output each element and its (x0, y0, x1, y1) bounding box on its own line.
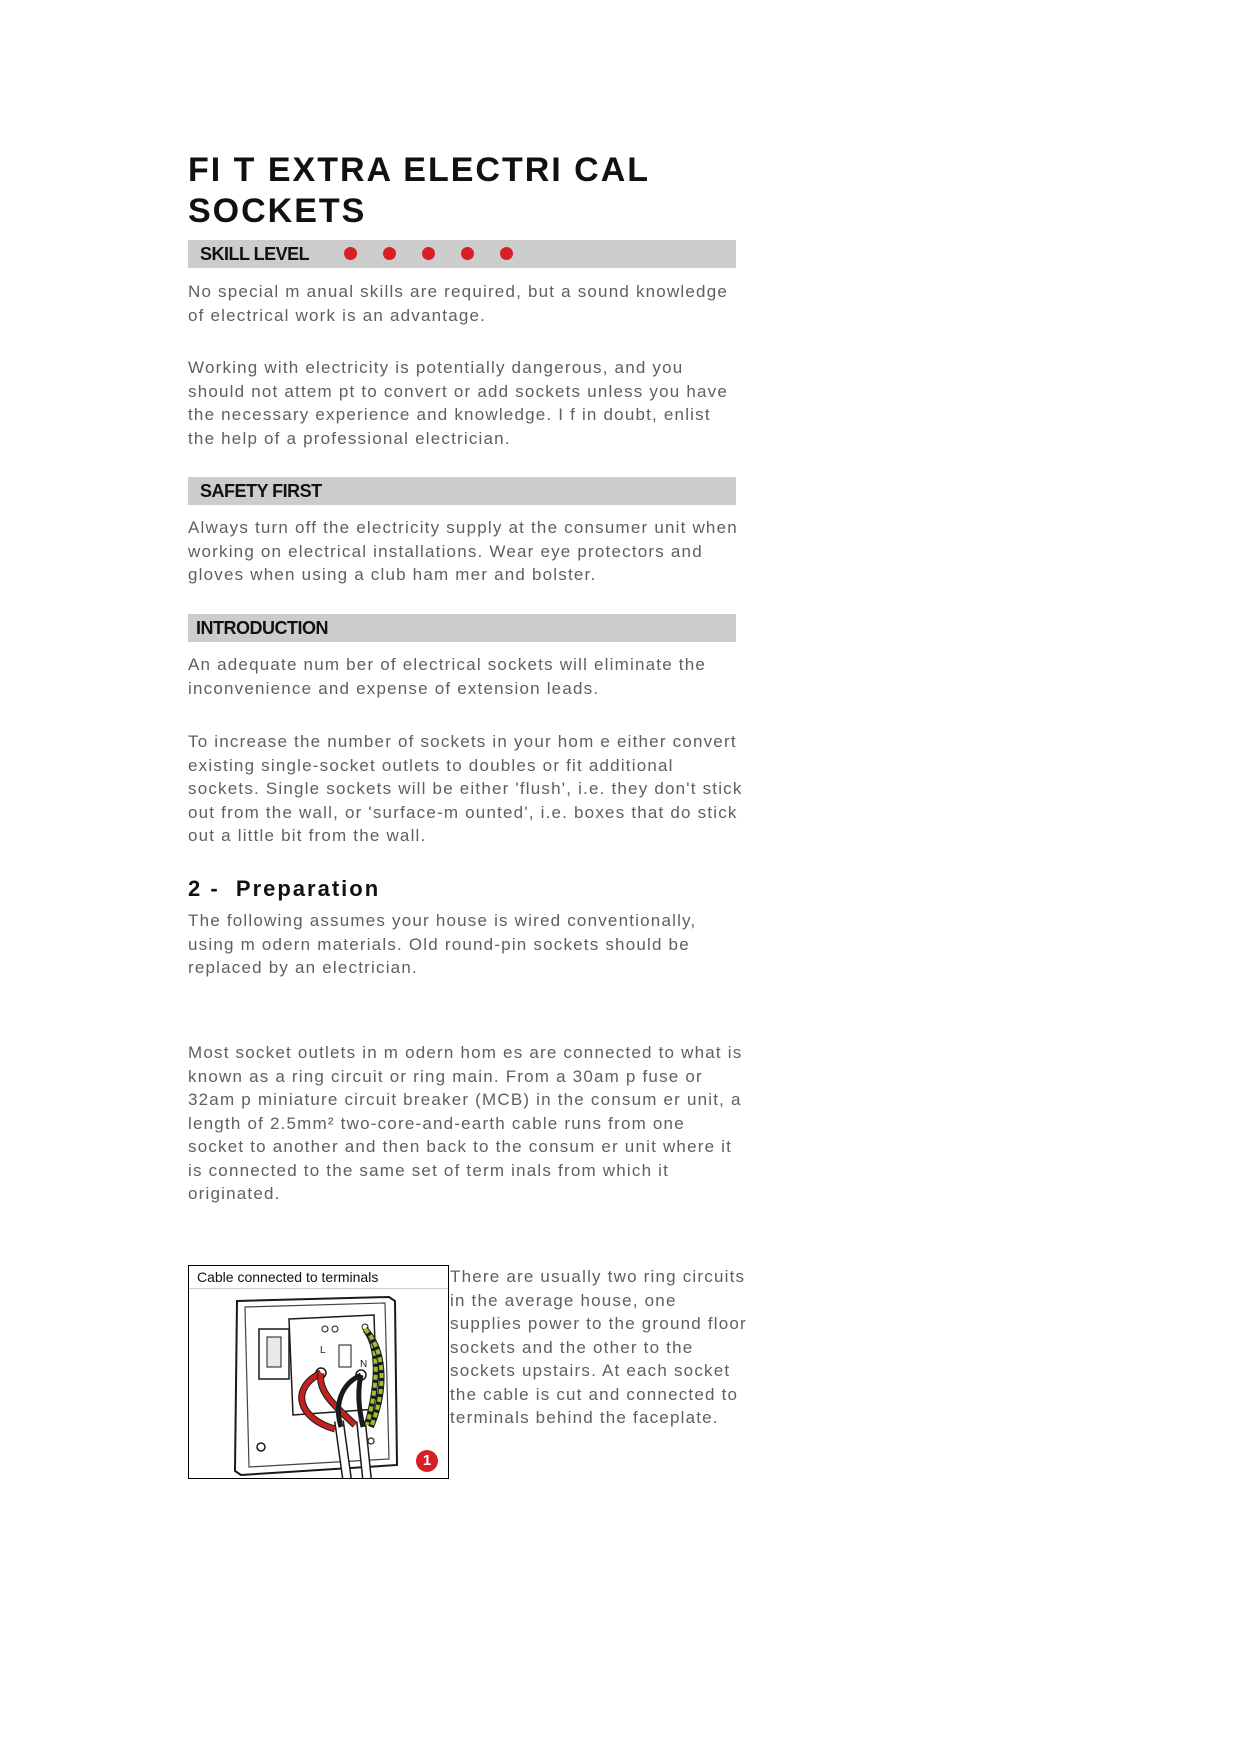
figure-caption: Cable connected to terminals (197, 1269, 379, 1285)
terminal-label-neutral: N (360, 1359, 368, 1370)
intro-paragraph: Working with electricity is potentially dangerous, and you should not attem pt to convert or add sockets unless you have the necessary experience and knowledge. I f in doubt, enlist the help of a professional electrician. (188, 358, 729, 448)
introduction-paragraph: To increase the number of sockets in your hom e either convert existing single-socket outlets to doubles or fit additional sockets. Single sockets will be either 'flush', i.e. they don't stick out from the wall, or 'surface-m ounted', i.e. boxes that do stick out a little bit from the wall. (188, 732, 743, 845)
page-title-line-2: SOCKETS (188, 192, 367, 230)
skill-dot (383, 247, 396, 260)
skill-dot (344, 247, 357, 260)
figure-number-badge: 1 (416, 1450, 438, 1472)
terminal-label-live: L (320, 1345, 326, 1356)
introduction-bar (188, 614, 736, 642)
intro-paragraph: No special m anual skills are required, but a sound knowledge of electrical work is an advantage. (188, 282, 729, 325)
preparation-paragraph: Most socket outlets in m odern hom es are connected to what is known as a ring circuit or ring main. From a 30am p fuse or 32am p miniature circuit breaker (MCB) in the consum er unit, a length of 2.5mm² two-core-and-earth cable runs from one socket to another and then back to the consum er unit where it is connected to the same set of term inals from which it originated. (188, 1043, 743, 1203)
safety-first-label: SAFETY FIRST (200, 481, 322, 501)
preparation-heading: 2 - Preparation (188, 876, 381, 901)
skill-dot (422, 247, 435, 260)
introduction-label: INTRODUCTION (196, 618, 328, 638)
page-title-line-1: FI T EXTRA ELECTRI CAL (188, 151, 651, 189)
skill-level-bar (188, 240, 736, 268)
skill-dot (500, 247, 513, 260)
introduction-paragraph: An adequate num ber of electrical sockets will eliminate the inconvenience and expense of extension leads. (188, 655, 707, 698)
safety-first-bar (188, 477, 736, 505)
safety-paragraph: Always turn off the electricity supply at the consumer unit when working on electrical installations. Wear eye protectors and gloves when using a club ham mer and bolster. (188, 518, 738, 584)
socket-wiring-figure (188, 1265, 449, 1479)
preparation-paragraph: The following assumes your house is wired conventionally, using m odern materials. Old round-pin sockets should be replaced by an electrician. (188, 911, 697, 977)
socket-wiring-illustration (189, 1289, 448, 1479)
skill-level-label: SKILL LEVEL (200, 244, 310, 264)
page-title (188, 150, 748, 232)
skill-dot (461, 247, 474, 260)
figure-side-text: There are usually two ring circuits in the average house, one supplies power to the ground floor sockets and the other to the sockets upstairs. At each socket the cable is cut and connected to terminals behind the faceplate. (450, 1267, 747, 1427)
